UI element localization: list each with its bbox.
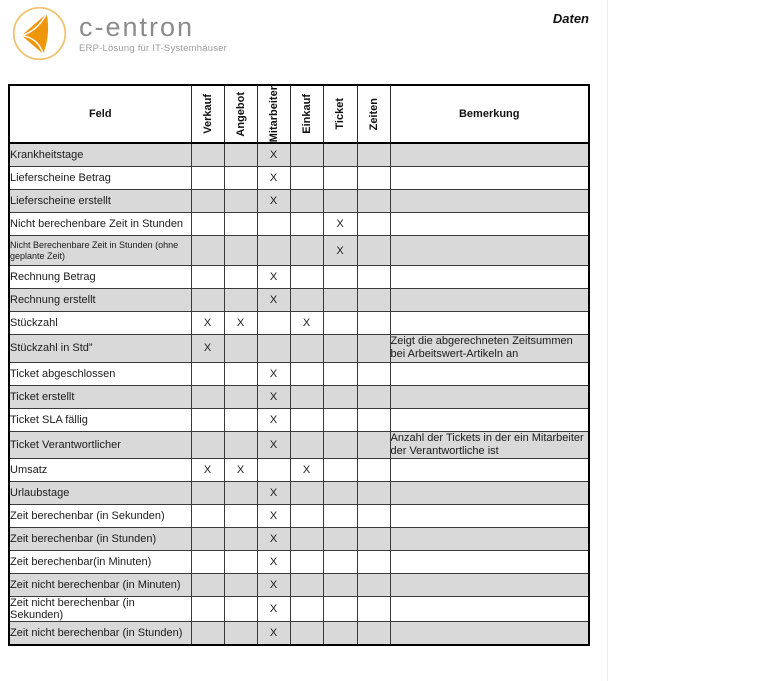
mark-cell-ticket (323, 312, 357, 335)
mark-cell-verkauf (191, 431, 224, 458)
mark-cell-ticket (323, 335, 357, 362)
mark-cell-ticket: X (323, 236, 357, 266)
mark-cell-mitarbeiter (257, 459, 290, 482)
mark-cell-verkauf: X (191, 459, 224, 482)
bemerkung-cell (390, 167, 589, 190)
column-header-angebot-label: Angebot (234, 91, 247, 137)
row-label: Stückzahl (9, 312, 191, 335)
mark-cell-zeiten (357, 482, 390, 505)
mark-cell-angebot (224, 167, 257, 190)
data-fields-table (8, 84, 590, 646)
mark-cell-angebot (224, 213, 257, 236)
mark-cell-ticket (323, 385, 357, 408)
mark-cell-ticket (323, 505, 357, 528)
row-label: Zeit nicht berechenbar (in Sekunden) (9, 597, 191, 622)
row-label: Zeit nicht berechenbar (in Minuten) (9, 574, 191, 597)
page-edge-divider (607, 0, 608, 681)
bemerkung-cell (390, 266, 589, 289)
mark-cell-einkauf (290, 505, 323, 528)
mark-cell-ticket (323, 289, 357, 312)
mark-cell-angebot (224, 190, 257, 213)
mark-cell-ticket (323, 622, 357, 646)
bemerkung-cell (390, 385, 589, 408)
table-row (9, 597, 589, 622)
mark-cell-verkauf (191, 362, 224, 385)
mark-cell-ticket (323, 143, 357, 167)
bemerkung-cell (390, 213, 589, 236)
mark-cell-einkauf (290, 190, 323, 213)
brand-name: c-entron (79, 12, 195, 42)
mark-cell-angebot (224, 528, 257, 551)
mark-cell-angebot (224, 236, 257, 266)
mark-cell-einkauf (290, 213, 323, 236)
mark-cell-einkauf (290, 335, 323, 362)
row-label: Ticket SLA fällig (9, 408, 191, 431)
mark-cell-verkauf: X (191, 335, 224, 362)
mark-cell-angebot (224, 143, 257, 167)
row-label: Zeit berechenbar(in Minuten) (9, 551, 191, 574)
table-row (9, 190, 589, 213)
column-header-ticket-label: Ticket (334, 98, 346, 130)
table-row (9, 574, 589, 597)
mark-cell-ticket (323, 574, 357, 597)
mark-cell-zeiten (357, 459, 390, 482)
mark-cell-mitarbeiter (257, 335, 290, 362)
table-row (9, 362, 589, 385)
mark-cell-mitarbeiter: X (257, 597, 290, 622)
column-header-zeiten-label: Zeiten (367, 97, 380, 131)
mark-cell-angebot (224, 335, 257, 362)
mark-cell-angebot: X (224, 459, 257, 482)
table-row (9, 213, 589, 236)
mark-cell-zeiten (357, 528, 390, 551)
mark-cell-einkauf (290, 574, 323, 597)
mark-cell-mitarbeiter (257, 213, 290, 236)
mark-cell-mitarbeiter (257, 312, 290, 335)
mark-cell-verkauf (191, 143, 224, 167)
mark-cell-einkauf (290, 362, 323, 385)
table-row (9, 143, 589, 167)
table-row (9, 408, 589, 431)
mark-cell-ticket (323, 266, 357, 289)
mark-cell-angebot (224, 622, 257, 646)
mark-cell-einkauf: X (290, 459, 323, 482)
table-row (9, 528, 589, 551)
mark-cell-mitarbeiter: X (257, 143, 290, 167)
bemerkung-cell (390, 289, 589, 312)
mark-cell-ticket (323, 362, 357, 385)
table-row (9, 385, 589, 408)
table-row (9, 482, 589, 505)
column-header-feld: Feld (9, 85, 191, 143)
column-header-ticket (323, 85, 357, 143)
mark-cell-ticket (323, 431, 357, 458)
mark-cell-mitarbeiter: X (257, 408, 290, 431)
mark-cell-ticket (323, 459, 357, 482)
mark-cell-mitarbeiter: X (257, 574, 290, 597)
row-label: Zeit berechenbar (in Stunden) (9, 528, 191, 551)
mark-cell-mitarbeiter (257, 236, 290, 266)
mark-cell-zeiten (357, 505, 390, 528)
row-label: Lieferscheine erstellt (9, 190, 191, 213)
mark-cell-mitarbeiter: X (257, 190, 290, 213)
mark-cell-angebot (224, 289, 257, 312)
brand-tagline: ERP-Lösung für IT-Systemhäuser (79, 43, 228, 55)
mark-cell-zeiten (357, 622, 390, 646)
mark-cell-zeiten (357, 312, 390, 335)
mark-cell-mitarbeiter: X (257, 505, 290, 528)
column-header-zeiten (357, 85, 390, 143)
mark-cell-zeiten (357, 289, 390, 312)
mark-cell-ticket (323, 528, 357, 551)
mark-cell-mitarbeiter: X (257, 622, 290, 646)
mark-cell-verkauf (191, 167, 224, 190)
bemerkung-cell: Anzahl der Tickets in der ein Mitarbeiter der Verantwortliche ist (390, 431, 589, 458)
bemerkung-cell (390, 236, 589, 266)
mark-cell-einkauf (290, 236, 323, 266)
column-header-bemerkung: Bemerkung (390, 85, 589, 143)
mark-cell-ticket: X (323, 213, 357, 236)
bemerkung-cell (390, 551, 589, 574)
mark-cell-zeiten (357, 597, 390, 622)
mark-cell-einkauf (290, 167, 323, 190)
column-header-einkauf-label: Einkauf (300, 94, 313, 134)
mark-cell-ticket (323, 167, 357, 190)
bemerkung-cell (390, 408, 589, 431)
table-row (9, 289, 589, 312)
row-label: Ticket Verantwortlicher (9, 431, 191, 458)
data-fields-table-wrap (8, 84, 590, 646)
mark-cell-verkauf (191, 213, 224, 236)
column-header-verkauf (191, 85, 224, 143)
mark-cell-verkauf (191, 408, 224, 431)
mark-cell-zeiten (357, 431, 390, 458)
mark-cell-zeiten (357, 335, 390, 362)
table-row (9, 167, 589, 190)
mark-cell-einkauf (290, 408, 323, 431)
mark-cell-verkauf (191, 528, 224, 551)
row-label: Krankheitstage (9, 143, 191, 167)
column-header-mitarbeiter-label: Mitarbeiter (267, 86, 280, 143)
table-row (9, 622, 589, 646)
row-label: Umsatz (9, 459, 191, 482)
column-header-mitarbeiter (257, 85, 290, 143)
bemerkung-cell (390, 190, 589, 213)
mark-cell-zeiten (357, 143, 390, 167)
mark-cell-verkauf (191, 574, 224, 597)
mark-cell-angebot (224, 408, 257, 431)
bemerkung-cell (390, 362, 589, 385)
row-label: Lieferscheine Betrag (9, 167, 191, 190)
table-row (9, 266, 589, 289)
mark-cell-zeiten (357, 266, 390, 289)
mark-cell-verkauf (191, 289, 224, 312)
row-label: Rechnung Betrag (9, 266, 191, 289)
mark-cell-einkauf (290, 597, 323, 622)
mark-cell-mitarbeiter: X (257, 266, 290, 289)
mark-cell-verkauf (191, 505, 224, 528)
mark-cell-einkauf (290, 431, 323, 458)
mark-cell-verkauf: X (191, 312, 224, 335)
mark-cell-ticket (323, 597, 357, 622)
mark-cell-einkauf (290, 528, 323, 551)
mark-cell-angebot (224, 505, 257, 528)
mark-cell-einkauf: X (290, 312, 323, 335)
mark-cell-zeiten (357, 167, 390, 190)
mark-cell-mitarbeiter: X (257, 528, 290, 551)
mark-cell-verkauf (191, 622, 224, 646)
mark-cell-verkauf (191, 236, 224, 266)
mark-cell-mitarbeiter: X (257, 551, 290, 574)
row-label: Stückzahl in Std” (9, 335, 191, 362)
mark-cell-zeiten (357, 213, 390, 236)
mark-cell-angebot: X (224, 312, 257, 335)
mark-cell-einkauf (290, 551, 323, 574)
mark-cell-verkauf (191, 482, 224, 505)
bemerkung-cell (390, 459, 589, 482)
row-label: Ticket erstellt (9, 385, 191, 408)
mark-cell-ticket (323, 551, 357, 574)
table-row (9, 431, 589, 458)
row-label: Nicht berechenbare Zeit in Stunden (9, 213, 191, 236)
row-label: Nicht Berechenbare Zeit in Stunden (ohne geplante Zeit) (9, 236, 191, 266)
mark-cell-angebot (224, 431, 257, 458)
bemerkung-cell (390, 597, 589, 622)
mark-cell-verkauf (191, 266, 224, 289)
bemerkung-cell: Zeigt die abgerechneten Zeitsummen bei Arbeitswert-Artikeln an (390, 335, 589, 362)
mark-cell-angebot (224, 266, 257, 289)
table-body (9, 143, 589, 645)
mark-cell-angebot (224, 551, 257, 574)
mark-cell-ticket (323, 408, 357, 431)
mark-cell-verkauf (191, 551, 224, 574)
mark-cell-einkauf (290, 289, 323, 312)
mark-cell-mitarbeiter: X (257, 385, 290, 408)
bemerkung-cell (390, 482, 589, 505)
mark-cell-ticket (323, 482, 357, 505)
row-label: Zeit berechenbar (in Sekunden) (9, 505, 191, 528)
mark-cell-angebot (224, 385, 257, 408)
row-label: Ticket abgeschlossen (9, 362, 191, 385)
bemerkung-cell (390, 528, 589, 551)
bemerkung-cell (390, 574, 589, 597)
mark-cell-zeiten (357, 551, 390, 574)
mark-cell-zeiten (357, 574, 390, 597)
column-header-einkauf (290, 85, 323, 143)
mark-cell-mitarbeiter: X (257, 431, 290, 458)
mark-cell-ticket (323, 190, 357, 213)
bemerkung-cell (390, 505, 589, 528)
mark-cell-mitarbeiter: X (257, 482, 290, 505)
mark-cell-angebot (224, 597, 257, 622)
column-header-verkauf-label: Verkauf (201, 94, 214, 134)
table-row (9, 335, 589, 362)
mark-cell-verkauf (191, 597, 224, 622)
table-row (9, 459, 589, 482)
mark-cell-zeiten (357, 408, 390, 431)
row-label: Urlaubstage (9, 482, 191, 505)
mark-cell-zeiten (357, 362, 390, 385)
bemerkung-cell (390, 143, 589, 167)
mark-cell-angebot (224, 482, 257, 505)
mark-cell-mitarbeiter: X (257, 289, 290, 312)
mark-cell-einkauf (290, 622, 323, 646)
table-row (9, 312, 589, 335)
mark-cell-einkauf (290, 143, 323, 167)
table-row (9, 505, 589, 528)
bemerkung-cell (390, 312, 589, 335)
mark-cell-einkauf (290, 482, 323, 505)
bemerkung-cell (390, 622, 589, 646)
row-label: Zeit nicht berechenbar (in Stunden) (9, 622, 191, 646)
table-row (9, 551, 589, 574)
table-header-row (9, 85, 589, 143)
mark-cell-angebot (224, 574, 257, 597)
mark-cell-mitarbeiter: X (257, 167, 290, 190)
mark-cell-mitarbeiter: X (257, 362, 290, 385)
mark-cell-verkauf (191, 385, 224, 408)
mark-cell-zeiten (357, 385, 390, 408)
table-row (9, 236, 589, 266)
mark-cell-zeiten (357, 190, 390, 213)
mark-cell-verkauf (191, 190, 224, 213)
mark-cell-einkauf (290, 385, 323, 408)
page-title: Daten (552, 11, 589, 26)
mark-cell-angebot (224, 362, 257, 385)
row-label: Rechnung erstellt (9, 289, 191, 312)
mark-cell-einkauf (290, 266, 323, 289)
mark-cell-zeiten (357, 236, 390, 266)
column-header-angebot (224, 85, 257, 143)
